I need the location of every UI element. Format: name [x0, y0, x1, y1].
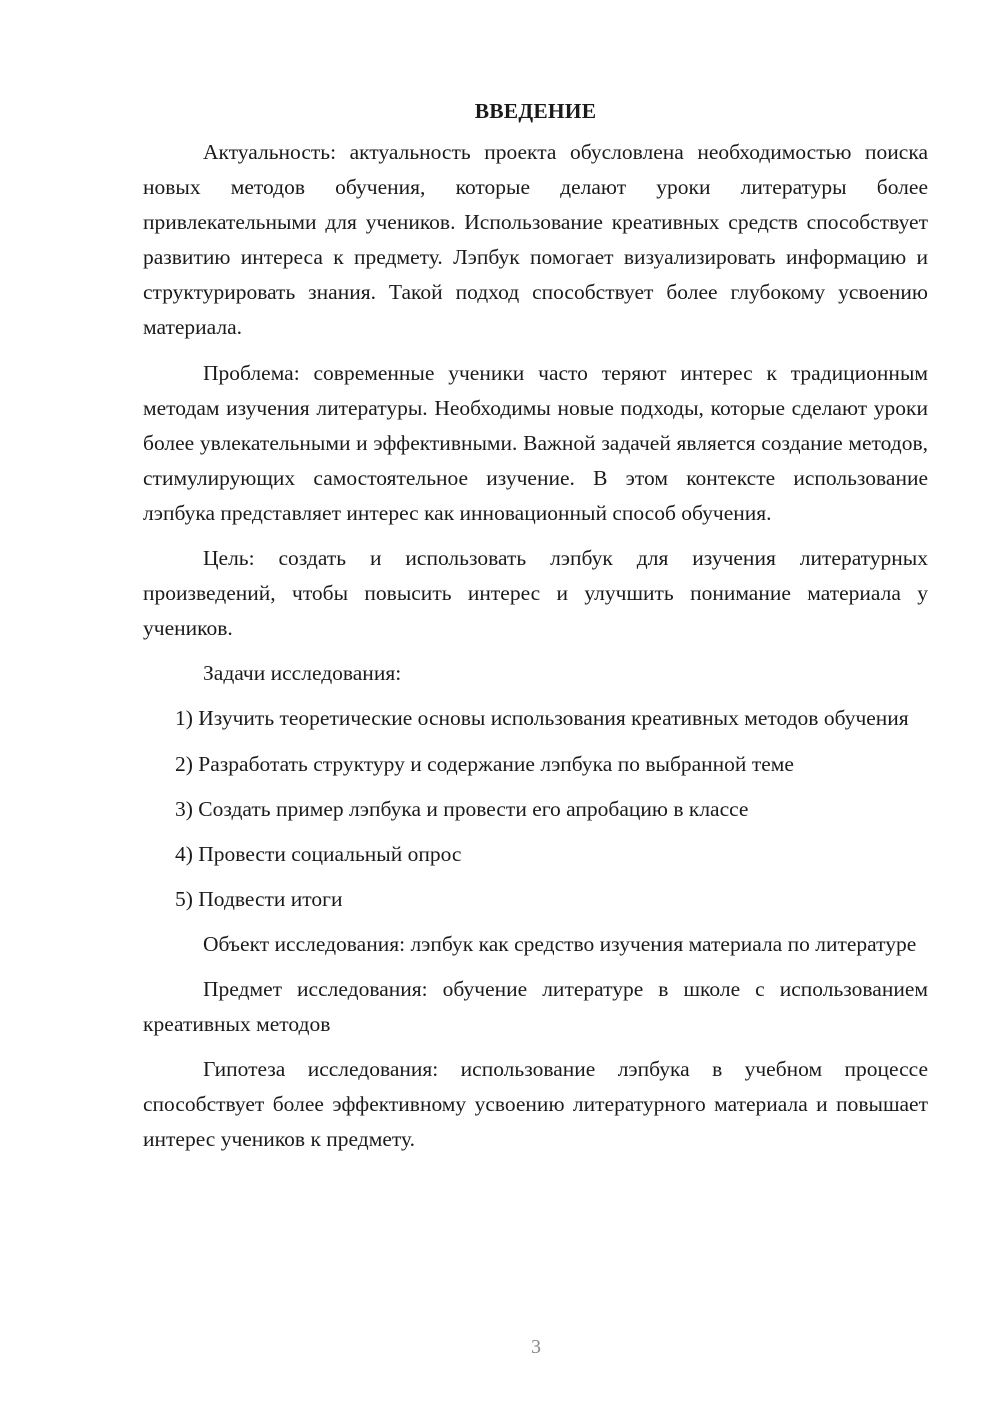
object-paragraph: Объект исследования: лэпбук как средство изучения материала по литературе	[203, 931, 917, 956]
list-item: 5) Подвести итоги	[175, 886, 343, 911]
page-title: ВВЕДЕНИЕ	[474, 99, 597, 123]
subject-paragraph: Предмет исследования: обучение литературе в школе с использованием креативных методов	[143, 976, 928, 1037]
list-item: 3) Создать пример лэпбука и провести его апробацию в классе	[175, 796, 749, 821]
relevance-paragraph: Актуальность: актуальность проекта обусловлена необходимостью поиска новых методов обучения, которые делают уроки литературы более привлекательными для учеников. Использование креативных средств способствует развитию интереса к предмету. Лэпбук помогает визуализировать информацию и структурировать знания. Такой подход способствует более глубокому усвоению материала.	[143, 140, 928, 340]
document-page	[143, 97, 928, 1157]
goal-paragraph: Цель: создать и использовать лэпбук для изучения литературных произведений, чтобы повысить интерес и улучшить понимание материала у учеников.	[143, 546, 928, 641]
tasks-title: Задачи исследования:	[203, 661, 402, 686]
hypothesis-paragraph: Гипотеза исследования: использование лэпбука в учебном процессе способствует более эффективному усвоению литературного материала и повышает интерес учеников к предмету.	[143, 1057, 928, 1152]
list-item: 1) Изучить теоретические основы использования креативных методов обучения	[175, 706, 909, 731]
page-number: 3	[531, 1336, 541, 1358]
list-item: 2) Разработать структуру и содержание лэпбука по выбранной теме	[175, 751, 794, 776]
list-item: 4) Провести социальный опрос	[175, 841, 462, 866]
problem-paragraph: Проблема: современные ученики часто теряют интерес к традиционным методам изучения литературы. Необходимы новые подходы, которые сделают уроки более увлекательными и эффективными. Важной задачей является создание методов, стимулирующих самостоятельное изучение. В этом контексте использование лэпбука представляет интерес как инновационный способ обучения.	[143, 360, 928, 525]
